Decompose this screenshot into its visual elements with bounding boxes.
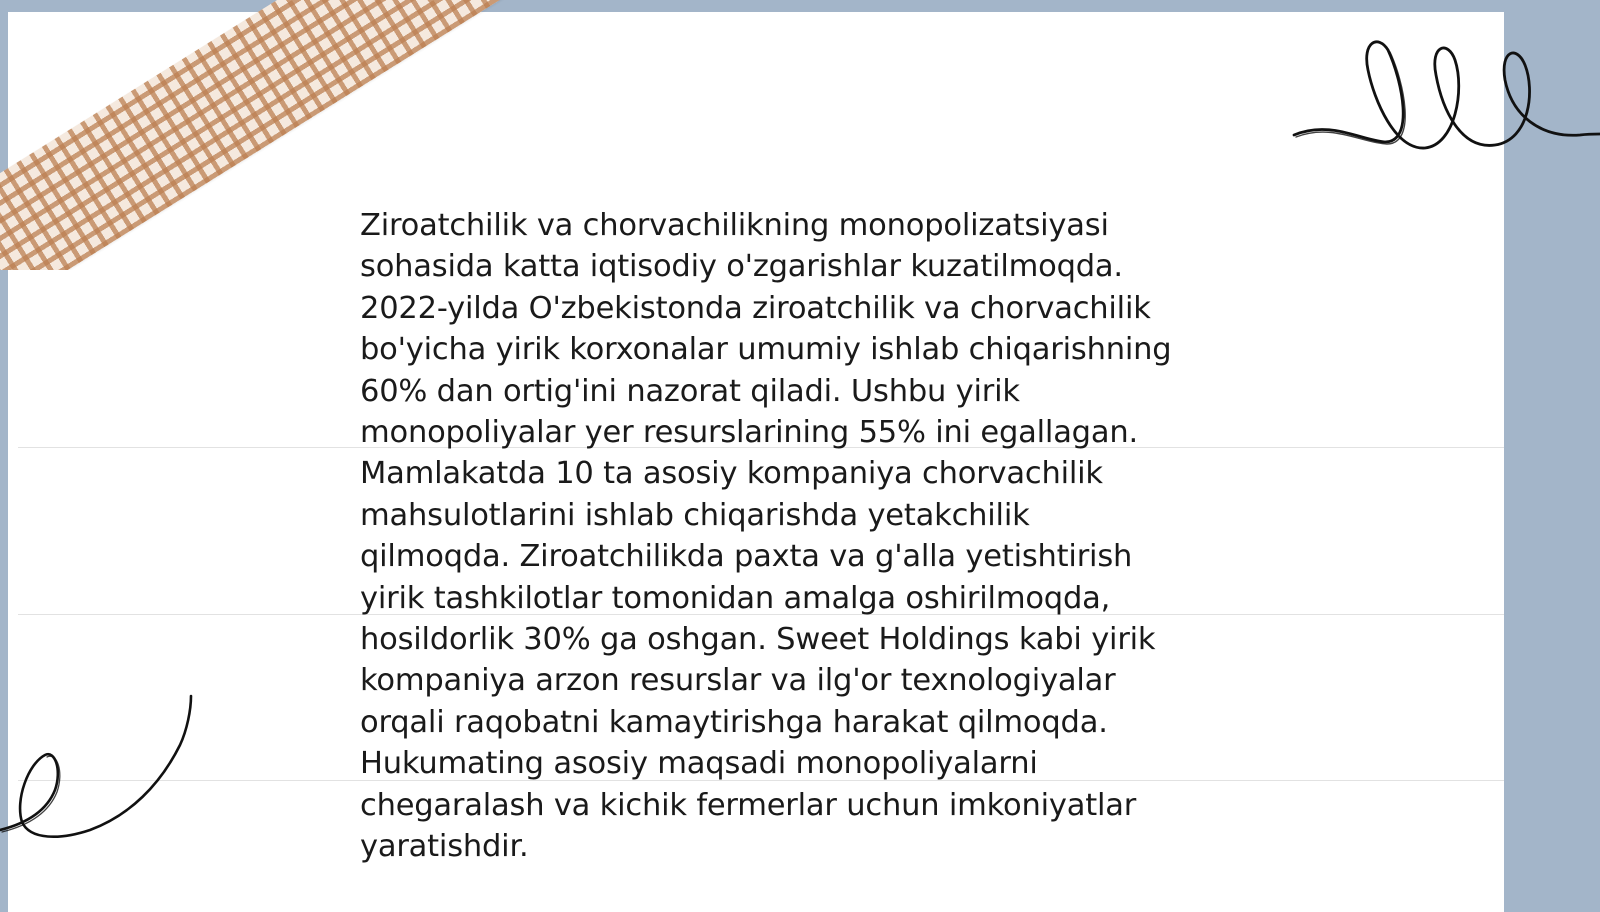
swirl-squiggle-icon xyxy=(0,690,205,850)
body-paragraph: Ziroatchilik va chorvachilikning monopolizatsiyasi sohasida katta iqtisodiy o'zgarishlar kuzatilmoqda. 2022-yilda O'zbekistonda ziroatchilik va chorvachilik bo'yicha yirik korxonalar umumiy ishlab chiqarishning 60% dan ortig'ini nazorat qiladi. Ushbu yirik monopoliyalar yer resurslarining 55% ini egallagan. Mamlakatda 10 ta asosiy kompaniya chorvachilik mahsulotlarini ishlab chiqarishda yetakchilik qilmoqda. Ziroatchilikda paxta va g'alla yetishtirish yirik tashkilotlar tomonidan amalga oshirilmoqda, hosildorlik 30% ga oshgan. Sweet Holdings kabi yirik kompaniya arzon resurslar va ilg'or texnologiyalar orqali raqobatni kamaytirishga harakat qilmoqda. Hukumating asosiy maqsadi monopoliyalarni chegaralash va kichik fermerlar uchun imkoniyatlar yaratishdir. xyxy=(360,208,1172,865)
loop-squiggle-icon xyxy=(1290,30,1600,165)
